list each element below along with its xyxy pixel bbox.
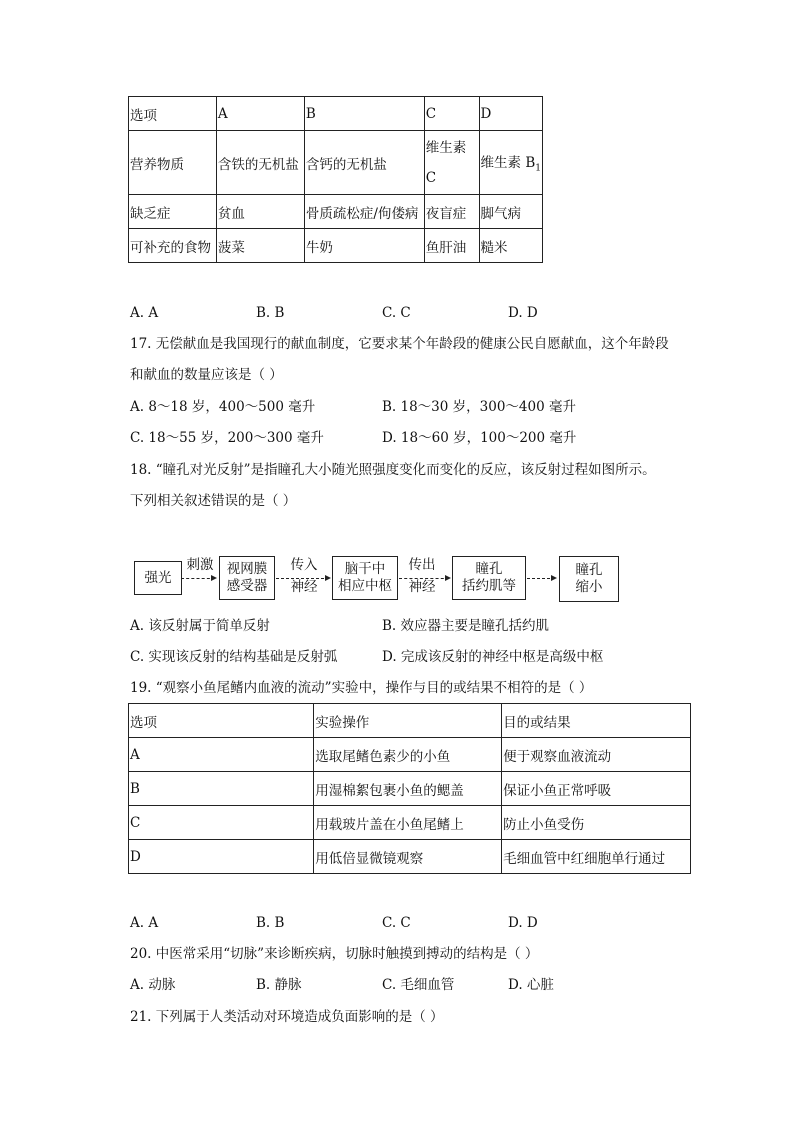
q19-option-b[interactable]: B. B (256, 915, 285, 931)
table-cell: 菠菜 (216, 229, 304, 263)
table-row (129, 840, 691, 874)
q17-stem-line1: 17. 无偿献血是我国现行的献血制度，它要求某个年龄段的健康公民自愿献血，这个年龄段 (130, 336, 669, 352)
table-cell: 夜盲症 (424, 195, 479, 229)
node-label: 括约肌等 (462, 578, 516, 594)
table-cell (479, 131, 542, 195)
table-row (129, 806, 691, 840)
dashed-arrow-icon (527, 578, 555, 579)
node-label: 缩小 (575, 579, 603, 595)
table-cell: 脚气病 (479, 195, 542, 229)
table-cell: D (129, 840, 314, 874)
nutrition-table (128, 96, 543, 263)
table-cell: 贫血 (216, 195, 304, 229)
table-cell: A (129, 738, 314, 772)
q17-stem-line2: 和献血的数量应该是（ ） (130, 367, 283, 383)
node-label: 相应中枢 (338, 578, 392, 594)
dashed-arrow-icon (181, 578, 215, 579)
vitamin-b1-sub: 1 (535, 163, 541, 174)
edge-label-afferent-top: 传入 (290, 557, 318, 573)
q19-option-a[interactable]: A. A (130, 915, 159, 931)
q17-option-a[interactable]: A. 8～18 岁，400～500 毫升 (130, 399, 316, 415)
vitamin-b1-prefix: 维生素 B (480, 155, 536, 172)
node-label: 视网膜 (226, 561, 268, 577)
node-label: 瞳孔 (475, 561, 503, 577)
q20-stem: 20. 中医常采用“切脉”来诊断疾病，切脉时触摸到搏动的结构是（ ） (130, 946, 539, 962)
table-cell: 含钙的无机盐 (304, 131, 424, 195)
q21-stem: 21. 下列属于人类活动对环境造成负面影响的是（ ） (130, 1009, 444, 1025)
table-cell: 含铁的无机盐 (216, 131, 304, 195)
q17-option-c[interactable]: C. 18～55 岁，200～300 毫升 (130, 430, 324, 446)
table-cell: B (304, 97, 424, 131)
table-cell: 可补充的食物 (129, 229, 217, 263)
table-cell: D (479, 97, 542, 131)
table-cell: 糙米 (479, 229, 542, 263)
edge-label-efferent-top: 传出 (408, 557, 436, 573)
q16-option-c[interactable]: C. C (382, 305, 411, 321)
q19-option-d[interactable]: D. D (508, 915, 538, 931)
q16-option-b[interactable]: B. B (256, 305, 285, 321)
table-cell: C (424, 97, 479, 131)
table-header-cell: 目的或结果 (502, 704, 691, 738)
table-cell: 便于观察血液流动 (502, 738, 691, 772)
node-label: 瞳孔 (575, 562, 603, 578)
table-cell: 保证小鱼正常呼吸 (502, 772, 691, 806)
table-cell: 用低倍显微镜观察 (314, 840, 502, 874)
node-pupil-sphincter (452, 556, 526, 600)
q16-option-d[interactable]: D. D (508, 305, 538, 321)
table-cell: 用载玻片盖在小鱼尾鳍上 (314, 806, 502, 840)
vitamin-c-line1: 维生素 (425, 139, 467, 156)
node-label: 感受器 (226, 578, 268, 594)
edge-label-stimulus: 刺激 (186, 557, 214, 573)
table-cell: 用湿棉絮包裹小鱼的鳃盖 (314, 772, 502, 806)
experiment-table (128, 703, 691, 874)
q18-option-d[interactable]: D. 完成该反射的神经中枢是高级中枢 (382, 649, 604, 665)
table-cell (424, 131, 479, 195)
table-cell: A (216, 97, 304, 131)
vitamin-c-line2: C (425, 169, 437, 186)
q20-option-b[interactable]: B. 静脉 (256, 977, 302, 993)
table-row (129, 772, 691, 806)
table-cell: B (129, 772, 314, 806)
node-label: 强光 (144, 569, 172, 586)
table-cell: C (129, 806, 314, 840)
table-cell: 营养物质 (129, 131, 217, 195)
q19-stem: 19. “观察小鱼尾鳍内血液的流动”实验中，操作与目的或结果不相符的是（ ） (130, 680, 593, 696)
table-cell: 鱼肝油 (424, 229, 479, 263)
node-pupil-constrict (559, 556, 619, 602)
q20-option-c[interactable]: C. 毛细血管 (382, 977, 455, 993)
table-cell: 骨质疏松症/佝偻病 (304, 195, 424, 229)
table-row (129, 738, 691, 772)
q18-option-a[interactable]: A. 该反射属于简单反射 (130, 618, 270, 634)
table-cell: 选项 (129, 97, 217, 131)
q20-option-d[interactable]: D. 心脏 (508, 977, 554, 993)
q18-option-c[interactable]: C. 实现该反射的结构基础是反射弧 (130, 649, 338, 665)
table-header-cell: 实验操作 (314, 704, 502, 738)
table-cell: 选取尾鳍色素少的小鱼 (314, 738, 502, 772)
table-cell: 毛细血管中红细胞单行通过 (502, 840, 691, 874)
node-retina-receptor (219, 556, 275, 600)
table-cell: 防止小鱼受伤 (502, 806, 691, 840)
table-cell: 缺乏症 (129, 195, 217, 229)
q17-option-b[interactable]: B. 18～30 岁，300～400 毫升 (382, 399, 576, 415)
q17-option-d[interactable]: D. 18～60 岁，100～200 毫升 (382, 430, 577, 446)
node-brainstem-center (332, 556, 398, 600)
node-strong-light (134, 561, 182, 595)
table-cell: 牛奶 (304, 229, 424, 263)
q19-option-c[interactable]: C. C (382, 915, 411, 931)
table-header-cell: 选项 (129, 704, 314, 738)
q18-stem-line2: 下列相关叙述错误的是（ ） (130, 493, 297, 509)
q18-option-b[interactable]: B. 效应器主要是瞳孔括约肌 (382, 618, 550, 634)
node-label: 脑干中 (344, 561, 386, 577)
q20-option-a[interactable]: A. 动脉 (130, 977, 176, 993)
edge-label-afferent-bottom: 神经 (290, 579, 318, 595)
edge-label-efferent-bottom: 神经 (408, 579, 436, 595)
q18-stem-line1: 18. “瞳孔对光反射”是指瞳孔大小随光照强度变化而变化的反应，该反射过程如图所示。 (130, 462, 656, 478)
q16-option-a[interactable]: A. A (130, 305, 159, 321)
